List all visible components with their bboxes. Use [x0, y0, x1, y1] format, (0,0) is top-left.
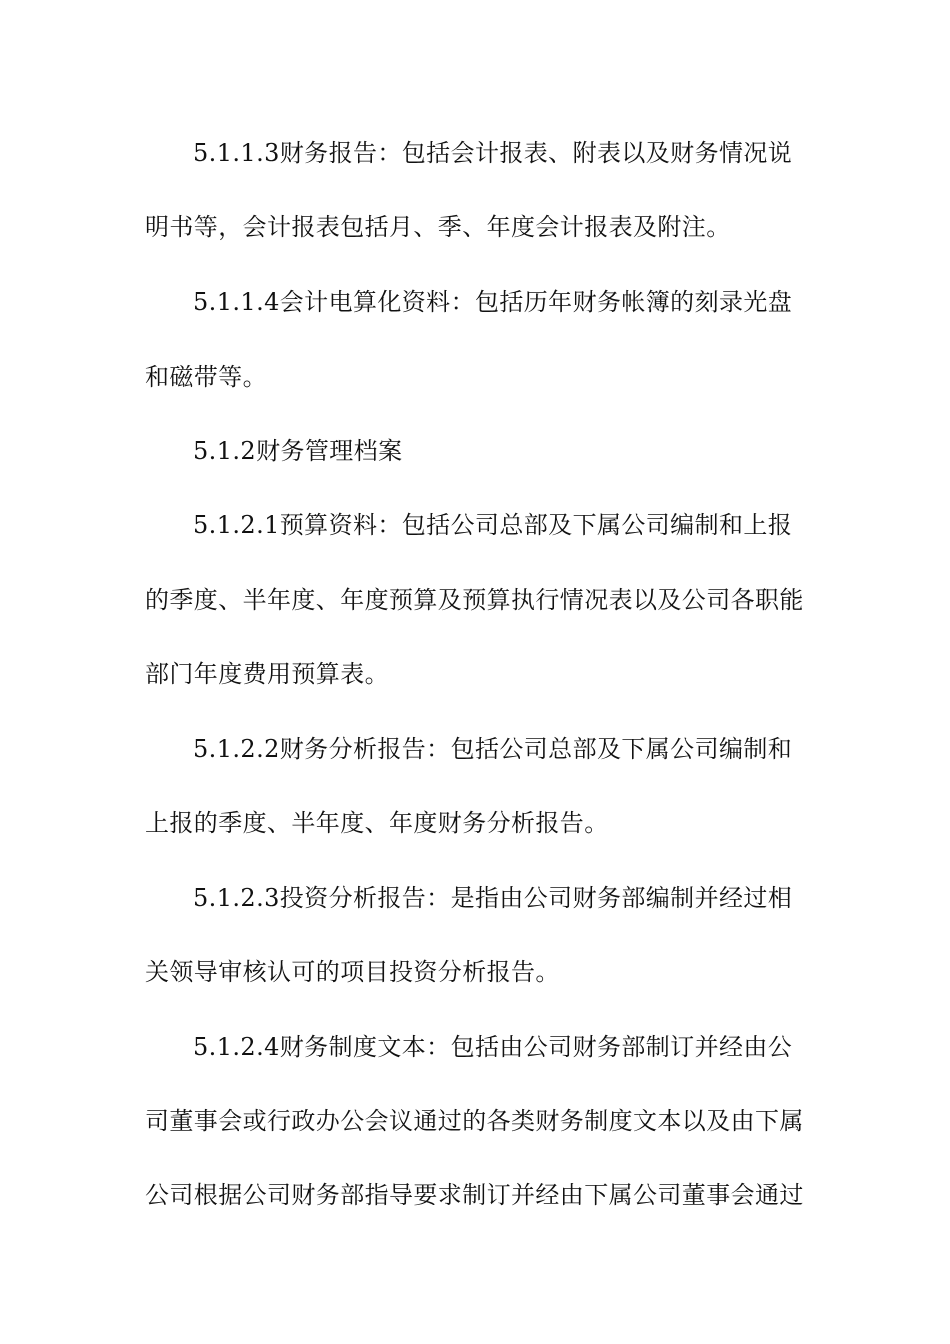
paragraph-5-1-2-1-line-2: 的季度、半年度、年度预算及预算执行情况表以及公司各职能: [145, 586, 804, 614]
paragraph-5-1-1-3-line-2: 明书等，会计报表包括月、季、年度会计报表及附注。: [145, 213, 731, 241]
paragraph-5-1-2-2-line-1: 5.1.2.2财务分析报告：包括公司总部及下属公司编制和: [193, 735, 793, 763]
paragraph-5-1-2-3-line-2: 关领导审核认可的项目投资分析报告。: [145, 958, 560, 986]
paragraph-5-1-1-4-line-1: 5.1.1.4会计电算化资料：包括历年财务帐簿的刻录光盘: [193, 288, 793, 316]
paragraph-5-1-2-1-line-3: 部门年度费用预算表。: [145, 660, 389, 688]
paragraph-5-1-1-4-line-2: 和磁带等。: [145, 363, 267, 391]
paragraph-5-1-2-4-line-1: 5.1.2.4财务制度文本：包括由公司财务部制订并经由公: [193, 1033, 793, 1061]
paragraph-5-1-2-2-line-2: 上报的季度、半年度、年度财务分析报告。: [145, 809, 609, 837]
paragraph-5-1-2-4-line-2: 司董事会或行政办公会议通过的各类财务制度文本以及由下属: [145, 1107, 804, 1135]
section-heading-5-1-2: 5.1.2财务管理档案: [193, 437, 403, 465]
paragraph-5-1-2-4-line-3: 公司根据公司财务部指导要求制订并经由下属公司董事会通过: [145, 1181, 804, 1209]
paragraph-5-1-2-1-line-1: 5.1.2.1预算资料：包括公司总部及下属公司编制和上报: [193, 511, 793, 539]
paragraph-5-1-2-3-line-1: 5.1.2.3投资分析报告：是指由公司财务部编制并经过相: [193, 884, 793, 912]
paragraph-5-1-1-3-line-1: 5.1.1.3财务报告：包括会计报表、附表以及财务情况说: [193, 139, 793, 167]
